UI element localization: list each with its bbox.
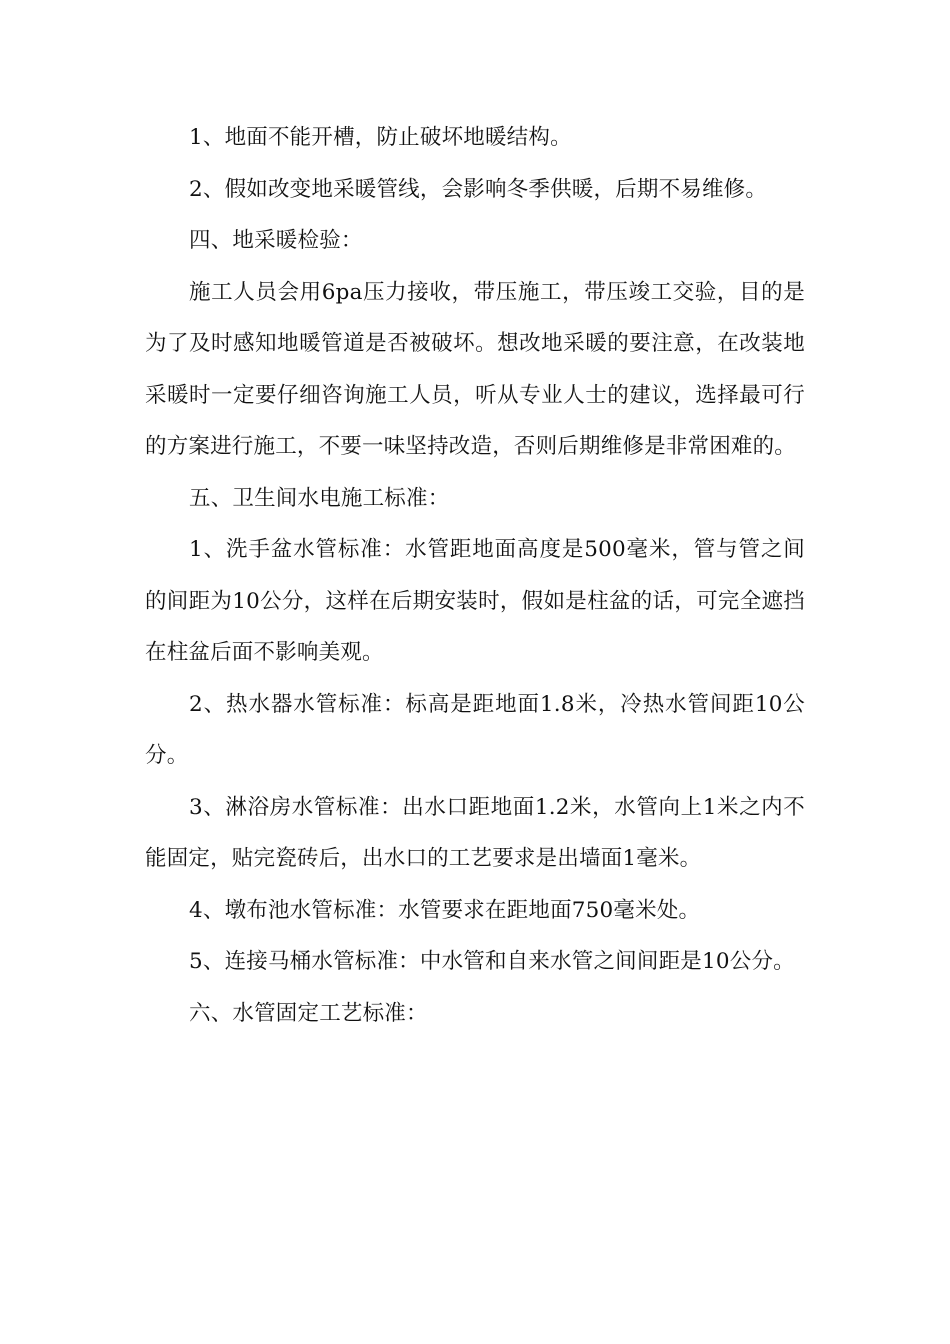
- paragraph-floor-no-groove: 1、地面不能开槽，防止破坏地暖结构。: [189, 125, 572, 150]
- paragraph-mop-sink-standard: 4、墩布池水管标准：水管要求在距地面750毫米处。: [189, 897, 701, 923]
- paragraph-washbasin-standard: 1、洗手盆水管标准：水管距地面高度是500毫米，管与管之间的间距为10公分，这样在后期安装时，假如是柱盆的话，可完全遮挡在柱盆后面不影响美观。: [145, 537, 805, 665]
- document-body: [145, 112, 805, 1039]
- section-heading-bathroom-standards: 五、卫生间水电施工标准：: [189, 485, 450, 511]
- paragraph-shower-standard: 3、淋浴房水管标准：出水口距地面1.2米，水管向上1米之内不能固定，贴完瓷砖后，出水口的工艺要求是出墙面1毫米。: [145, 794, 805, 871]
- paragraph-water-heater-standard: 2、热水器水管标准：标高是距地面1.8米，冷热水管间距10公分。: [145, 691, 805, 768]
- paragraph-pressure-inspection: 施工人员会用6pa压力接收，带压施工，带压竣工交验，目的是为了及时感知地暖管道是否被破坏。想改地采暖的要注意，在改装地采暖时一定要仔细咨询施工人员，听从专业人士的建议，选择最可行的方案进行施工，不要一味坚持改造，否则后期维修是非常困难的。: [145, 279, 805, 459]
- paragraph-toilet-standard: 5、连接马桶水管标准：中水管和自来水管之间间距是10公分。: [189, 949, 795, 974]
- section-heading-floor-heating-inspection: 四、地采暖检验：: [189, 228, 363, 253]
- section-heading-pipe-fixing: 六、水管固定工艺标准：: [189, 1000, 428, 1026]
- paragraph-heating-pipe-change: 2、假如改变地采暖管线，会影响冬季供暖，后期不易维修。: [189, 176, 768, 202]
